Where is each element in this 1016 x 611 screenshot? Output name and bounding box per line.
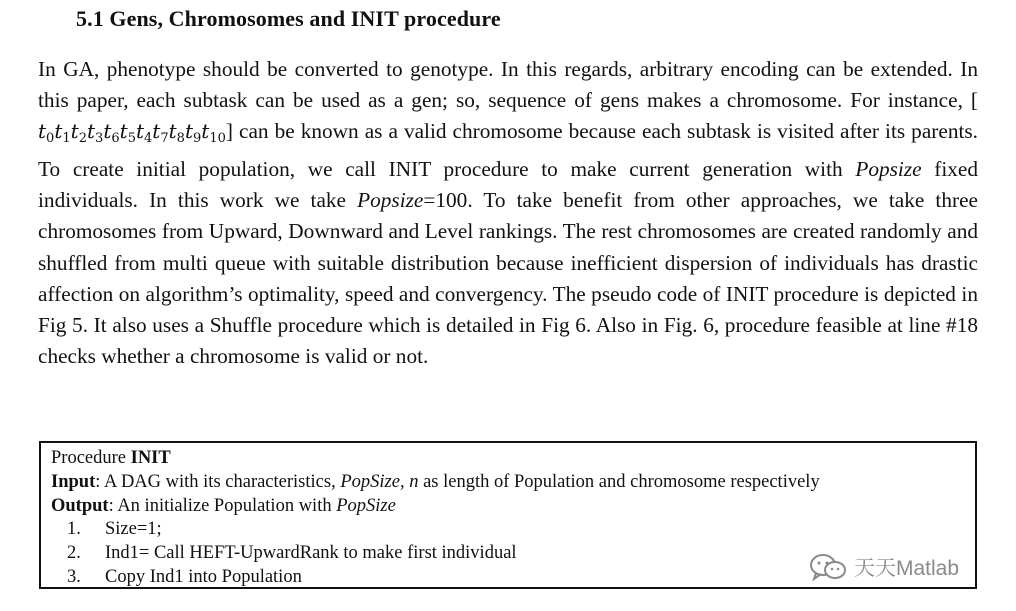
gene-token: $t_2$ (70, 119, 87, 147)
input-text-c: as length of Population and chromosome respectively (418, 471, 820, 492)
input-n: n (409, 471, 419, 492)
gene-index: 9 (193, 131, 202, 147)
paragraph-text-3: fixed individuals. In this work we take (38, 157, 978, 213)
input-label: Input (51, 471, 96, 492)
gene-token: $t_0$ (38, 119, 55, 147)
input-text-a: : A DAG with its characteristics, (95, 471, 341, 492)
chromosome-sequence (38, 119, 226, 147)
gene-index: 0 (46, 131, 55, 147)
gene-index: 1 (62, 131, 71, 147)
gene-token: $t_3$ (86, 119, 104, 147)
output-text-a: : An initialize Population with (108, 495, 337, 516)
gene-index: 5 (127, 131, 136, 147)
wechat-icon (808, 552, 848, 582)
body-paragraph (38, 54, 978, 372)
gene-index: 2 (78, 131, 87, 147)
step-number: 2. (67, 543, 81, 564)
gene-index: 8 (176, 131, 185, 147)
gene-token: $t_1$ (54, 119, 71, 147)
gene-token: $t_9$ (184, 119, 202, 147)
gene-token: $t_8$ (168, 119, 185, 147)
gene-index: 7 (160, 131, 169, 147)
paragraph-text-4: =100. To take benefit from other approaches, we take three chromosomes from Upward, Downward and Level rankings. The rest chromosomes are created randomly and shuffled from multi queue with suitable distribution because inefficient dispersion of individuals has drastic affection on algorithm’s optimality, speed and convergency. The pseudo code of INIT procedure is depicted in Fig 5. It also uses a Shuffle procedure which is detailed in Fig 6. Also in Fig. 6, procedure feasible at line #18 checks whether a chromosome is valid or not. (38, 188, 978, 368)
procedure-output (51, 495, 975, 519)
gene-token: $t_{10}$ (201, 119, 226, 147)
step-text: Copy Ind1 into Population (105, 566, 302, 587)
gene-index: 10 (209, 131, 226, 147)
gene-token: $t_5$ (119, 119, 136, 147)
step-number: 3. (67, 566, 81, 587)
step-number: 1. (67, 519, 81, 540)
procedure-name: INIT (130, 448, 171, 468)
gene-token: $t_7$ (152, 119, 169, 147)
popsize-term-2: Popsize (357, 188, 424, 213)
input-popsize: PopSize (340, 471, 400, 492)
procedure-input (51, 471, 975, 495)
procedure-prefix: Procedure (51, 448, 131, 468)
step-text: Ind1= Call HEFT-UpwardRank to make first individual (105, 543, 517, 564)
output-label: Output (51, 495, 109, 516)
gene-token: $t_4$ (135, 119, 153, 147)
popsize-term: Popsize (855, 157, 922, 182)
paragraph-text-1: In GA, phenotype should be converted to genotype. In this regards, arbitrary encoding can be extended. In this paper, each subtask can be used as a gen; so, sequence of gens makes a chromosome. For instance, [ (38, 57, 978, 113)
procedure-title (51, 447, 975, 471)
gene-index: 6 (111, 131, 120, 147)
paragraph-text-2: ] can be known as a valid chromosome because each subtask is visited after its parents. To create initial population, we call INIT procedure to make current generation with (38, 119, 978, 182)
output-popsize: PopSize (336, 495, 396, 516)
procedure-step (51, 518, 975, 542)
section-heading: 5.1 Gens, Chromosomes and INIT procedure (76, 6, 501, 31)
step-text: Size=1; (105, 519, 162, 540)
watermark-text: 天天Matlab (854, 557, 960, 580)
input-text-b: , (399, 471, 410, 492)
gene-token: $t_6$ (103, 119, 120, 147)
gene-index: 4 (144, 131, 153, 147)
watermark (808, 552, 959, 582)
gene-index: 3 (95, 131, 104, 147)
